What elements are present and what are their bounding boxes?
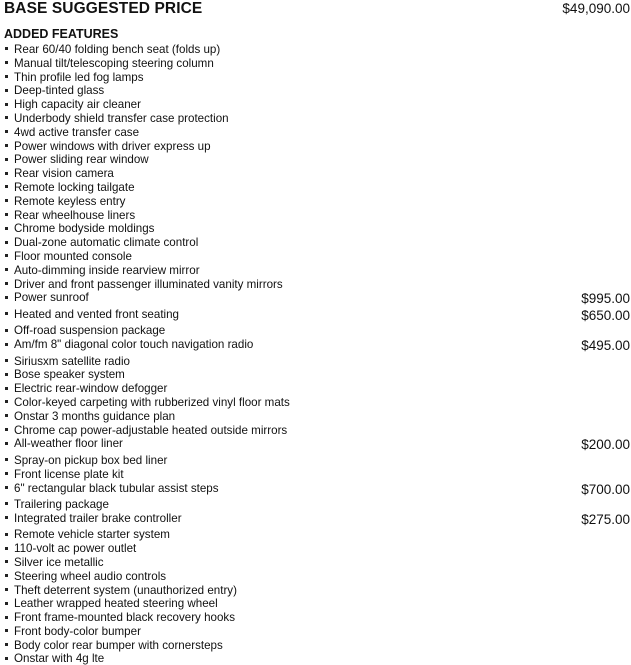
feature-price: $200.00 [581,437,630,453]
feature-label: Off-road suspension package [14,324,166,338]
feature-item [4,368,125,381]
bullet-icon [5,458,8,461]
feature-label: Chrome cap power-adjustable heated outside mirrors [14,423,288,437]
feature-item [4,167,114,180]
feature-row [4,467,630,481]
feature-label: Trailering package [14,498,109,512]
feature-row [4,527,630,541]
feature-label: Front frame-mounted black recovery hooks [14,611,236,625]
feature-item [4,570,166,583]
feature-item [4,498,109,511]
feature-row [4,354,630,368]
feature-item [4,209,135,222]
feature-label: Rear vision camera [14,167,114,181]
feature-item [4,468,124,481]
feature-row [4,367,630,381]
feature-label: Underbody shield transfer case protection [14,111,229,125]
feature-row [4,56,630,70]
feature-label: Rear 60/40 folding bench seat (folds up) [14,43,221,56]
feature-row [4,307,630,324]
feature-item [4,454,167,467]
bullet-icon [5,329,8,332]
feature-label: 110-volt ac power outlet [14,542,137,556]
feature-item [4,140,211,153]
feature-price: $495.00 [581,338,630,354]
feature-label: Spray-on pickup box bed liner [14,453,168,467]
feature-label: Rear wheelhouse liners [14,208,136,222]
feature-row [4,152,630,166]
feature-row [4,381,630,395]
feature-row [4,111,630,125]
bullet-icon [5,560,8,563]
feature-item [4,396,290,409]
feature-item [4,250,132,263]
feature-item [4,639,223,652]
bullet-icon [5,387,8,390]
feature-item [4,584,237,597]
bullet-icon [5,359,8,362]
feature-label: Onstar with 4g lte [14,652,105,665]
feature-label: Siriusxm satellite radio [14,354,130,368]
feature-row [4,323,630,337]
feature-label: High capacity air cleaner [14,98,141,112]
bullet-icon [5,61,8,64]
feature-item [4,222,154,235]
feature-item [4,195,125,208]
feature-row [4,569,630,583]
feature-label: 4wd active transfer case [14,125,140,139]
feature-label: Driver and front passenger illuminated vanity mirrors [14,277,283,291]
feature-item [4,112,229,125]
feature-row [4,290,630,307]
feature-item [4,324,165,337]
bullet-icon [5,116,8,119]
feature-row [4,638,630,652]
feature-row [4,583,630,597]
bullet-icon [5,516,8,519]
feature-label: Color-keyed carpeting with rubberized vinyl floor mats [14,396,290,410]
feature-item [4,98,141,111]
bullet-icon [5,47,8,50]
feature-item [4,181,135,194]
feature-item [4,126,139,139]
feature-row [4,596,630,610]
feature-item [4,308,179,321]
bullet-icon [5,103,8,106]
bullet-icon [5,185,8,188]
feature-row [4,97,630,111]
bullet-icon [5,400,8,403]
feature-label: Remote vehicle starter system [14,528,170,542]
feature-item [4,355,130,368]
feature-price: $275.00 [581,511,630,527]
feature-row [4,497,630,511]
feature-item [4,291,89,304]
feature-row [4,42,630,56]
feature-label: Chrome bodyside moldings [14,222,155,236]
feature-item [4,278,283,291]
bullet-icon [5,144,8,147]
feature-row [4,277,630,291]
feature-item [4,625,141,638]
feature-row [4,263,630,277]
bullet-icon [5,616,8,619]
feature-row [4,453,630,467]
feature-row [4,651,630,665]
feature-item [4,652,104,665]
feature-item [4,382,167,395]
feature-list [4,42,630,665]
feature-item [4,153,149,166]
bullet-icon [5,213,8,216]
feature-item [4,410,175,423]
feature-label: Dual-zone automatic climate control [14,236,199,250]
feature-row [4,337,630,354]
bullet-icon [5,442,8,445]
bullet-icon [5,227,8,230]
feature-row [4,235,630,249]
feature-row [4,555,630,569]
feature-label: All-weather floor liner [14,437,123,451]
feature-row [4,139,630,153]
feature-label: Remote locking tailgate [14,180,135,194]
bullet-icon [5,574,8,577]
feature-row [4,125,630,139]
feature-label: Deep-tinted glass [14,84,105,98]
feature-item [4,482,219,495]
bullet-icon [5,312,8,315]
feature-price: $650.00 [581,307,630,323]
bullet-icon [5,199,8,202]
feature-row [4,221,630,235]
feature-item [4,512,182,525]
bullet-icon [5,643,8,646]
bullet-icon [5,172,8,175]
feature-row [4,423,630,437]
bullet-icon [5,472,8,475]
bullet-icon [5,428,8,431]
feature-label: Power sliding rear window [14,153,149,167]
feature-item [4,236,198,249]
feature-row [4,409,630,423]
feature-item [4,338,253,351]
bullet-icon [5,254,8,257]
feature-item [4,437,123,450]
feature-row [4,83,630,97]
feature-label: Leather wrapped heated steering wheel [14,597,218,611]
bullet-icon [5,629,8,632]
feature-row [4,166,630,180]
bullet-icon [5,241,8,244]
feature-label: 6" rectangular black tubular assist steps [14,481,219,495]
feature-label: Body color rear bumper with cornersteps [14,638,223,652]
bullet-icon [5,657,8,660]
bullet-icon [5,547,8,550]
feature-label: Front body-color bumper [14,624,141,638]
feature-item [4,264,200,277]
feature-item [4,556,104,569]
feature-label: Steering wheel audio controls [14,569,167,583]
feature-label: Integrated trailer brake controller [14,511,182,525]
feature-label: Electric rear-window defogger [14,382,168,396]
feature-price: $995.00 [581,291,630,307]
feature-row [4,208,630,222]
feature-item [4,424,287,437]
bullet-icon [5,158,8,161]
feature-row [4,511,630,528]
feature-label: Onstar 3 months guidance plan [14,409,176,423]
bullet-icon [5,282,8,285]
feature-row [4,395,630,409]
feature-item [4,597,218,610]
bullet-icon [5,296,8,299]
feature-item [4,43,220,56]
feature-label: Theft deterrent system (unauthorized entry) [14,583,237,597]
feature-row [4,436,630,453]
bullet-icon [5,130,8,133]
bullet-icon [5,75,8,78]
bullet-icon [5,373,8,376]
feature-item [4,611,235,624]
feature-row [4,624,630,638]
feature-label: Power windows with driver express up [14,139,211,153]
bullet-icon [5,602,8,605]
feature-row [4,70,630,84]
added-features-heading: ADDED FEATURES [4,27,119,41]
bullet-icon [5,533,8,536]
feature-label: Thin profile led fog lamps [14,70,144,84]
feature-label: Floor mounted console [14,249,132,263]
feature-label: Manual tilt/telescoping steering column [14,56,214,70]
feature-label: Front license plate kit [14,467,124,481]
feature-row [4,180,630,194]
feature-label: Am/fm 8" diagonal color touch navigation radio [14,338,254,352]
feature-item [4,71,144,84]
base-price-row [4,0,630,20]
feature-row [4,541,630,555]
bullet-icon [5,486,8,489]
feature-item [4,84,104,97]
base-price-value: $49,090.00 [562,1,630,16]
feature-row [4,194,630,208]
feature-label: Heated and vented front seating [14,307,180,321]
feature-price: $700.00 [581,481,630,497]
feature-item [4,57,214,70]
bullet-icon [5,414,8,417]
bullet-icon [5,343,8,346]
feature-row [4,610,630,624]
feature-label: Power sunroof [14,291,89,305]
bullet-icon [5,89,8,92]
base-price-title: BASE SUGGESTED PRICE [4,0,203,17]
bullet-icon [5,268,8,271]
bullet-icon [5,588,8,591]
bullet-icon [5,502,8,505]
feature-row [4,481,630,498]
feature-label: Auto-dimming inside rearview mirror [14,263,200,277]
feature-item [4,528,170,541]
feature-label: Bose speaker system [14,368,125,382]
feature-row [4,249,630,263]
feature-label: Remote keyless entry [14,194,126,208]
feature-item [4,542,136,555]
feature-label: Silver ice metallic [14,555,104,569]
